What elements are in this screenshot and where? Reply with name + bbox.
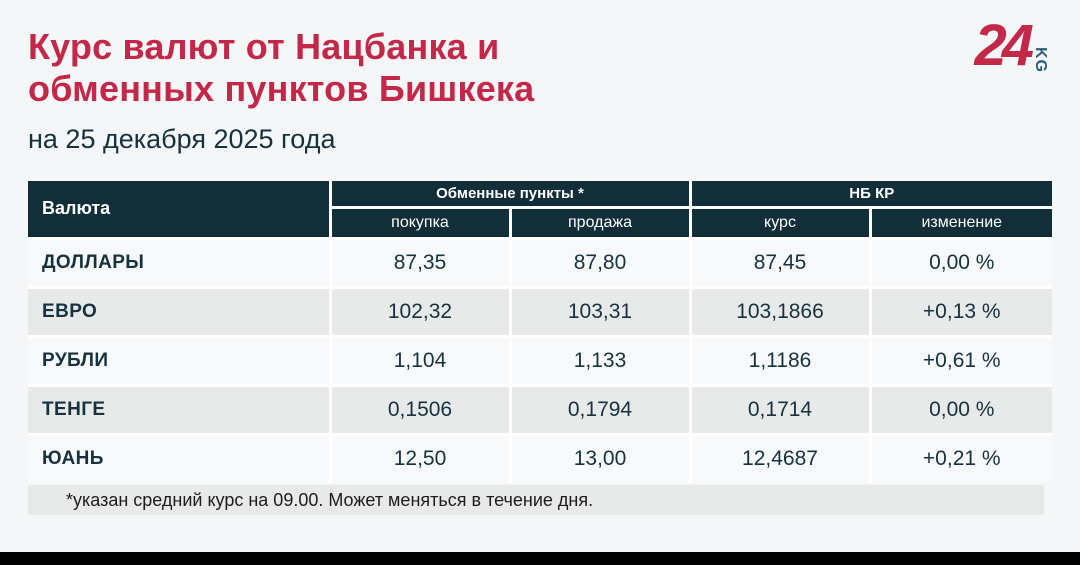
table-row-dollars — [28, 238, 1052, 287]
column-header-rate: курс — [690, 207, 870, 238]
page-title — [28, 26, 1050, 110]
group-header-row — [28, 181, 1052, 207]
table-body — [28, 238, 1052, 483]
buy-value: 12,50 — [330, 434, 510, 483]
change-value: 0,00 % — [870, 385, 1052, 434]
sell-value: 0,1794 — [510, 385, 690, 434]
buy-value: 87,35 — [330, 238, 510, 287]
currency-name: ДОЛЛАРЫ — [28, 238, 330, 287]
change-value: +0,13 % — [870, 287, 1052, 336]
bottom-bar — [0, 552, 1080, 565]
change-value: 0,00 % — [870, 238, 1052, 287]
header-section — [0, 0, 1080, 155]
logo-24kg — [974, 13, 1049, 78]
nbkr-rate-value: 87,45 — [690, 238, 870, 287]
currency-name: РУБЛИ — [28, 336, 330, 385]
page-title-line2: обменных пунктов Бишкека — [28, 68, 535, 110]
table-row-euro — [28, 287, 1052, 336]
nbkr-rate-value: 103,1866 — [690, 287, 870, 336]
nbkr-rate-value: 0,1714 — [690, 385, 870, 434]
footnote: *указан средний курс на 09.00. Может меняться в течение дня. — [28, 485, 1044, 515]
column-header-buy: покупка — [330, 207, 510, 238]
date-subtitle: на 25 декабря 2025 года — [28, 124, 336, 155]
page-title-line1: Курс валют от Нацбанка и — [28, 26, 500, 67]
buy-value: 0,1506 — [330, 385, 510, 434]
currency-name: ЕВРО — [28, 287, 330, 336]
table-row-yuan — [28, 434, 1052, 483]
buy-value: 1,104 — [330, 336, 510, 385]
sell-value: 1,133 — [510, 336, 690, 385]
change-value: +0,61 % — [870, 336, 1052, 385]
exchange-rates-table — [28, 181, 1052, 483]
buy-value: 102,32 — [330, 287, 510, 336]
sell-value: 87,80 — [510, 238, 690, 287]
currency-name: ТЕНГЕ — [28, 385, 330, 434]
nbkr-rate-value: 12,4687 — [690, 434, 870, 483]
sell-value: 13,00 — [510, 434, 690, 483]
column-header-sell: продажа — [510, 207, 690, 238]
logo-24-icon: 24 — [974, 13, 1029, 78]
group-header-nbkr: НБ КР — [690, 181, 1052, 207]
table-row-tenge — [28, 385, 1052, 434]
table-header — [28, 181, 1052, 238]
sell-value: 103,31 — [510, 287, 690, 336]
table-row-rubles — [28, 336, 1052, 385]
column-header-change: изменение — [870, 207, 1052, 238]
currency-name: ЮАНЬ — [28, 434, 330, 483]
group-header-exchange-points: Обменные пункты * — [330, 181, 690, 207]
nbkr-rate-value: 1,1186 — [690, 336, 870, 385]
column-header-currency: Валюта — [28, 181, 330, 238]
change-value: +0,21 % — [870, 434, 1052, 483]
logo-kg-label: KG — [1032, 47, 1049, 74]
